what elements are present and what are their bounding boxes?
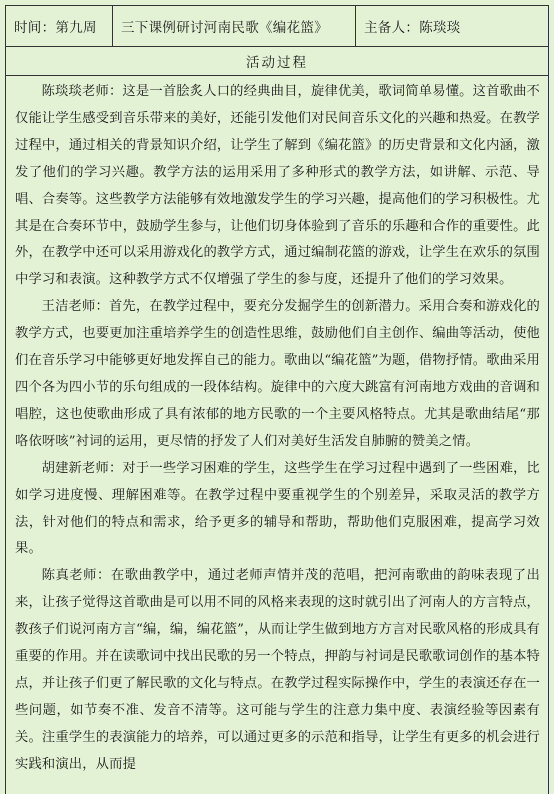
section-title: 活动过程 <box>6 47 548 76</box>
topic-cell: 三下课例研讨河南民歌《编花篮》 <box>113 6 356 46</box>
paragraph-chen-yanyan: 陈琰琰老师：这是一首脍炙人口的经典曲目，旋律优美，歌词简单易懂。这首歌曲不仅能让学生感受到音乐带来的美好，还能引发他们对民间音乐文化的兴趣和热爱。在教学过程中，通过相关的背景知识介绍，让学生了解到《编花篮》的历史背景和文化内涵，激发了他们的学习兴趣。教学方法的运用采用了多种形式的教学方法，如讲解、示范、导唱、合奏等。这些教学方法能够有效地激发学生的学习兴趣，提高他们的学习积极性。尤其是在合奏环节中，鼓励学生参与，让他们切身体验到了音乐的乐趣和合作的重要性。此外，在教学中还可以采用游戏化的教学方式，通过编制花篮的游戏，让学生在欢乐的氛围中学习和表演。这种教学方式不仅增强了学生的参与度，还提升了他们的学习效果。 <box>15 84 540 288</box>
paragraph-hu-jianxin: 胡建新老师：对于一些学习困难的学生，这些学生在学习过程中遇到了一些困难，比如学习进度慢、理解困难等。在教学过程中要重视学生的个别差异，采取灵活的教学方法，针对他们的特点和需求，给予更多的辅导和帮助，帮助他们克服困难，提高学习效果。 <box>15 460 540 557</box>
document-sheet <box>5 5 549 794</box>
paragraph-wang-jie: 王洁老师：首先，在教学过程中，要充分发掘学生的创新潜力。采用合奏和游戏化的教学方式，也要更加注重培养学生的创造性思维，鼓励他们自主创作、编曲等活动，使他们在音乐学习中能够更好地发挥自己的能力。歌曲以“编花篮”为题，借物抒情。歌曲采用四个各为四小节的乐句组成的一段体结构。旋律中的六度大跳富有河南地方戏曲的音调和唱腔，这也使歌曲形成了具有浓郁的地方民歌的一个主要风格特点。尤其是歌曲结尾“那咯依呀咳”衬词的运用，更尽情的抒发了人们对美好生活发自肺腑的赞美之情。 <box>15 299 540 449</box>
activity-content <box>6 76 548 779</box>
time-cell: 时间：第九周 <box>6 6 113 46</box>
preparer-cell: 主备人：陈琰琰 <box>364 20 461 36</box>
paragraph-chen-zhen: 陈真老师：在歌曲教学中，通过老师声情并茂的范唱，把河南歌曲的韵味表现了出来，让孩子觉得这首歌曲是可以用不同的风格来表现的这时就引出了河南人的方言特点，教孩子们说河南方言“编，编，编花篮”，从而让学生做到地方方言对民歌风格的形成具有重要的作用。并在读歌词中找出民歌的另一个特点，押韵与衬词是民歌歌词创作的基本特点，并让孩子们更了解民歌的文化与特点。在教学过程实际操作中，学生的表演还存在一些问题，如节奏不准、发音不清等。这可能与学生的注意力集中度、表演经验等因素有关。注重学生的表演能力的培养，可以通过更多的示范和指导，让学生有更多的机会进行实践和演出，从而提 <box>15 568 540 772</box>
header-row <box>6 6 548 47</box>
